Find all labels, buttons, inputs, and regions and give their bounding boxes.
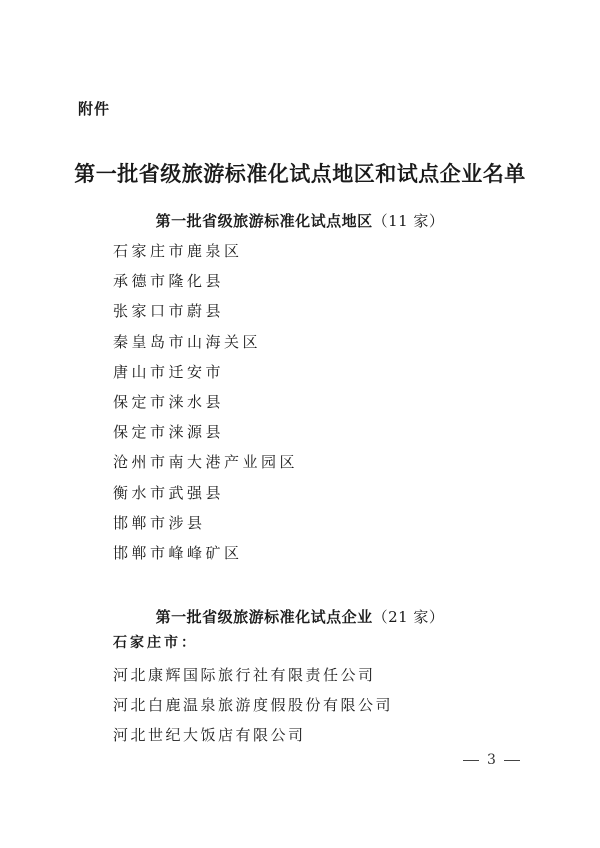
- list-item: 沧州市南大港产业园区: [113, 453, 299, 472]
- page-number: [455, 752, 528, 768]
- attachment-label: 附件: [78, 100, 111, 118]
- list-item: 张家口市蔚县: [113, 302, 225, 321]
- list-item: 河北白鹿温泉旅游度假股份有限公司: [113, 696, 394, 715]
- enterprises-list: [113, 660, 393, 751]
- enterprises-section-heading: [0, 606, 600, 627]
- list-item: 邯郸市峰峰矿区: [113, 543, 243, 562]
- list-item: 保定市涞源县: [113, 423, 225, 442]
- document-title: 第一批省级旅游标准化试点地区和试点企业名单: [74, 162, 526, 186]
- regions-section-heading: [0, 210, 600, 231]
- list-item: 邯郸市涉县: [113, 513, 206, 532]
- list-item: 石家庄市鹿泉区: [113, 242, 243, 260]
- list-item: 唐山市迁安市: [113, 362, 225, 381]
- page-number-dash-left: [463, 760, 479, 761]
- regions-list: [113, 236, 298, 568]
- page-number-dash-right: [504, 760, 520, 761]
- regions-count: （11 家）: [372, 212, 445, 230]
- enterprises-count: （21 家）: [372, 608, 445, 626]
- regions-heading-text: 第一批省级旅游标准化试点地区: [155, 212, 373, 230]
- list-item: 衡水市武强县: [113, 483, 225, 502]
- list-item: 河北康辉国际旅行社有限责任公司: [113, 666, 376, 684]
- list-item: 保定市涞水县: [113, 392, 225, 411]
- list-item: 河北世纪大饭店有限公司: [113, 726, 306, 745]
- page-number-value: 3: [487, 752, 496, 768]
- enterprises-heading-text: 第一批省级旅游标准化试点企业: [155, 608, 373, 626]
- list-item: 秦皇岛市山海关区: [113, 332, 262, 351]
- list-item: 承德市隆化县: [113, 272, 225, 291]
- city-label: 石家庄市：: [113, 635, 198, 651]
